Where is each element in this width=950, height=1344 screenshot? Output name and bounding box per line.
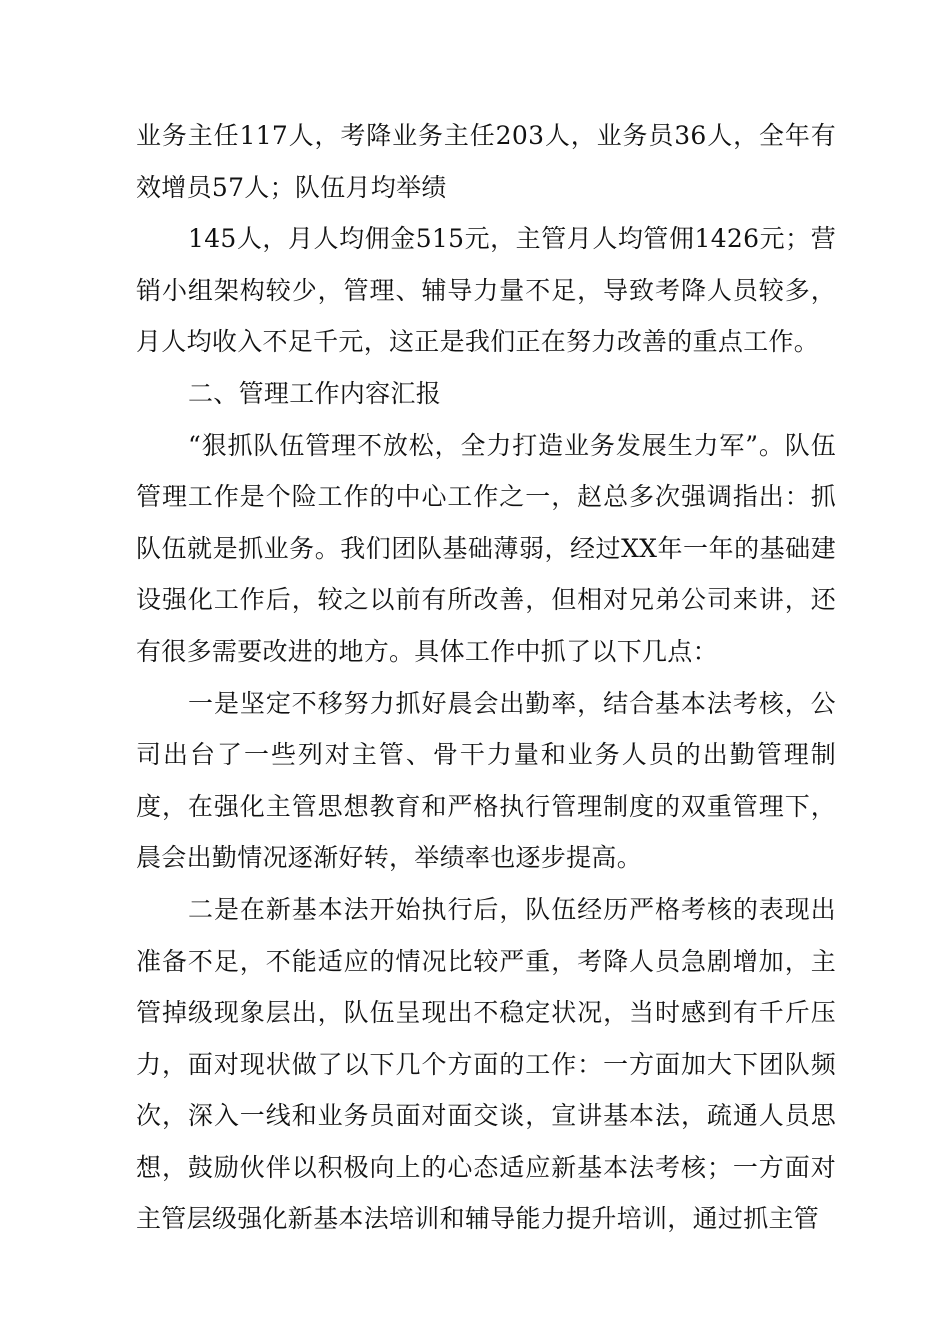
paragraph-4: 一是坚定不移努力抓好晨会出勤率，结合基本法考核，公司出台了一些列对主管、骨干力量和业务人员的出勤管理制度，在强化主管思想教育和严格执行管理制度的双重管理下，晨会出勤情况逐渐好转，举绩率也逐步提高。 — [136, 688, 836, 873]
section-heading: 二、管理工作内容汇报 — [188, 378, 442, 408]
paragraph-5: 二是在新基本法开始执行后，队伍经历严格考核的表现出准备不足，不能适应的情况比较严重，考降人员急剧增加，主管掉级现象层出，队伍呈现出不稳定状况，当时感到有千斤压力，面对现状做了以下几个方面的工作：一方面加大下团队频次，深入一线和业务员面对面交谈，宣讲基本法，疏通人员思想，鼓励伙伴以积极向上的心态适应新基本法考核；一方面对主管层级强化新基本法培训和辅导能力提升培训，通过抓主管 — [136, 894, 836, 1234]
paragraph-1: 业务主任117人，考降业务主任203人，业务员36人，全年有效增员57人；队伍月均举绩 — [136, 121, 836, 202]
document-body — [136, 110, 836, 1245]
paragraph-3: “狠抓队伍管理不放松，全力打造业务发展生力军”。队伍管理工作是个险工作的中心工作之一，赵总多次强调指出：抓队伍就是抓业务。我们团队基础薄弱，经过XX年一年的基础建设强化工作后，较之以前有所改善，但相对兄弟公司来讲，还有很多需要改进的地方。具体工作中抓了以下几点： — [136, 430, 836, 666]
paragraph-2: 145人，月人均佣金515元，主管月人均管佣1426元；营销小组架构较少，管理、辅导力量不足，导致考降人员较多，月人均收入不足千元，这正是我们正在努力改善的重点工作。 — [136, 224, 836, 357]
